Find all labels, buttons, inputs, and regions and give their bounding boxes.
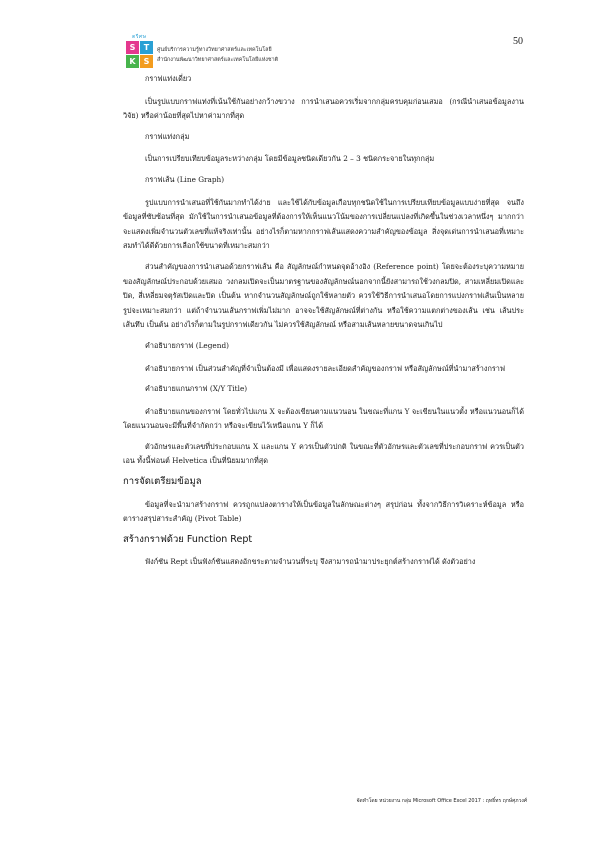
organization-name	[157, 45, 278, 65]
paragraph: ข้อมูลที่จะนำมาสร้างกราฟ ควรถูกแปลงตารางให้เป็นข้อมูลในลักษณะต่างๆ สรุปก่อน ทั้งจากวิธีการวิเคราะห์ข้อมูล หรือตารางสรุปสาระสำคัญ (Pivot Table)	[123, 499, 524, 524]
subheading-single-bar: กราฟแท่งเดี่ยว	[145, 74, 192, 83]
org-line-2: สำนักงานพัฒนาวิทยาศาสตร์และเทคโนโลยีแห่งชาติ	[157, 57, 279, 63]
paragraph: รูปแบบการนำเสนอที่ใช้กันมากทำได้ง่าย และใช้ได้กับข้อมูลเกือบทุกชนิดใช้ในการเปรียบเทียบข้อมูลแบบง่ายที่สุด จนถึงข้อมูลที่ซับซ้อนที่สุด มักใช้ในการนำเสนอข้อมูลที่ต้องการให้เห็นแนวโน้มของการเปลี่ยนแปลงที่เกิดขึ้นในช่วงเวลาหนึ่งๆ มากกว่าจะแสดงเพิ่มจำนวนตัวเลขที่แท้จริงเท่านั้น อย่างไรก็ตามหากกราฟเส้นแสดงความสำคัญของข้อมูล สิ่งจุดเด่นการนำเสนอที่เหมาะสมทำได้ดีด้วยการเลือกใช้ขนาดที่เหมาะสมกว่า	[123, 197, 524, 251]
logo-top-text: ตรีศษ	[132, 34, 147, 40]
section-heading-rept: สร้างกราฟด้วย Function Rept	[123, 533, 253, 545]
section-heading-data-prep: การจัดเตรียมข้อมูล	[123, 476, 202, 488]
paragraph: คำอธิบายแกนของกราฟ โดยทั่วไปแกน X จะต้องเขียนตามแนวนอน ในขณะที่แกน Y จะเขียนในแนวตั้ง หรือแนวนอนก็ได้ โดยแนวนอนจะมีพื้นที่จำกัดกว่า หรือจะเขียนไว้เหนือแกน Y ก็ได้	[123, 406, 524, 431]
subheading-grouped-bar: กราฟแท่งกลุ่ม	[145, 131, 190, 141]
document-body	[123, 72, 524, 576]
paragraph: ฟังก์ชัน Rept เป็นฟังก์ชันแสดงอักขระตามจำนวนที่ระบุ จึงสามารถนำมาประยุกต์สร้างกราฟได้ ดังตัวอย่าง	[145, 557, 476, 567]
org-line-1: ศูนย์บริการความรู้ทางวิทยาศาสตร์และเทคโนโลยี	[157, 47, 272, 53]
paragraph: เป็นรูปแบบกราฟแท่งที่เน้นใช้กันอย่างกว้างขวาง การนำเสนอควรเริ่มจากกลุ่มครบคุมก่อนเสมอ (กรณีนำเสนอข้อมูลงานวิจัย) หรือค่าน้อยที่สุดไปหาค่ามากที่สุด	[123, 96, 524, 121]
logo-letter-t: T	[140, 41, 153, 54]
paragraph: เป็นการเปรียบเทียบข้อมูลระหว่างกลุ่ม โดยมีข้อมูลชนิดเดียวกัน 2 – 3 ชนิดกระจายในทุกกลุ่ม	[145, 154, 435, 164]
footer-credit: จัดทำโดย หน่วยงาน กลุ่ม Microsoft Office Excel 2017 : ฤทธิ์ทร ฤกษ์ศุภวงศ์	[356, 798, 527, 804]
subheading-legend: คำอธิบายกราฟ (Legend)	[145, 340, 229, 350]
logo	[126, 33, 156, 69]
logo-letter-s: S	[126, 41, 139, 54]
subheading-axis-title: คำอธิบายแกนกราฟ (X/Y Title)	[145, 384, 248, 394]
logo-letter-s2: S	[140, 55, 153, 68]
paragraph: คำอธิบายกราฟ เป็นส่วนสำคัญที่จำเป็นต้องมี เพื่อแสดงรายละเอียดสำคัญของกราฟ หรือสัญลักษณ์ที่นำมาสร้างกราฟ	[145, 363, 506, 373]
logo-letter-k: K	[126, 55, 139, 68]
paragraph: ส่วนสำคัญของการนำเสนอด้วยกราฟเส้น คือ สัญลักษณ์กำหนดจุดอ้างอิง (Reference point) โดยจะต้องระบุความหมายของสัญลักษณ์ประกอบด้วยเสมอ วงกลมเปิดจะเป็นมาตรฐานของสัญลักษณ์นอกจากนี้ยังสามารถใช้วงกลมปิด, สามเหลี่ยมเปิดและปิด, สี่เหลี่ยมจตุรัสเปิดและปิด เป็นต้น หากจำนวนสัญลักษณ์ถูกใช้หลายตัว ควรใช้วิธีการนำเสนอโดยการแบ่งกราฟเส้นเป็นหลายรูปจะเหมาะสมกว่า แต่ถ้าจำนวนเส้นกราฟเพิ่มไม่มาก อาจจะใช้สัญลักษณ์ที่ต่างกัน หรือใช้ความแตกต่างของเส้น เช่น เส้นประ เส้นทึบ เป็นต้น อย่างไรก็ตามในรูปกราฟเดียวกัน ไม่ควรใช้สัญลักษณ์ หรือสามเส้นหลายขนาดจนเกินไป	[123, 261, 524, 330]
paragraph: ตัวอักษรและตัวเลขที่ประกอบแกน X และแกน Y ควรเป็นตัวปกติ ในขณะที่ตัวอักษรและตัวเลขที่ประกอบกราฟ ควรเป็นตัวเอน ทั้งนี้ฟอนต์ Helvetica เป็นที่นิยมมากที่สุด	[123, 441, 524, 466]
page-number: 50	[513, 36, 523, 47]
subheading-line-graph: กราฟเส้น (Line Graph)	[145, 174, 225, 184]
